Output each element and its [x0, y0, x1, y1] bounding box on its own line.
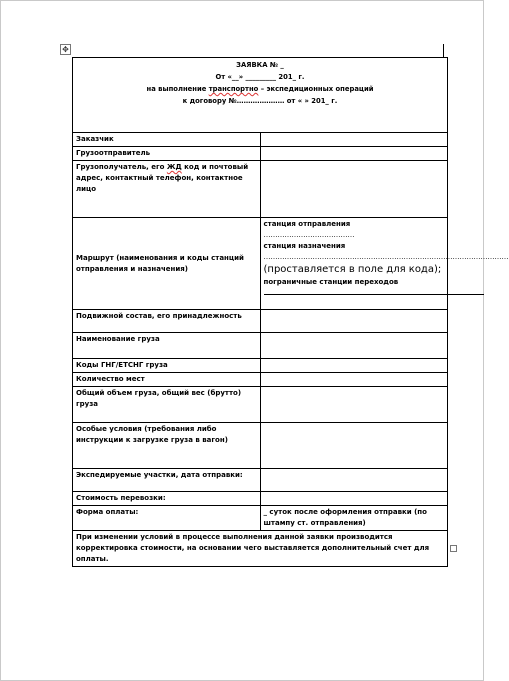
row-value[interactable] — [260, 469, 448, 492]
form-contract-line: к договору №………………… от « » 201_ г. — [182, 97, 338, 105]
row-label: Экспедируемые участки, дата отправки: — [73, 469, 261, 492]
form-purpose-line: на выполнение транспортно – экспедиционных операций — [146, 85, 374, 93]
destination-label: станция назначения — [263, 242, 346, 250]
row-value[interactable] — [260, 147, 448, 161]
row-value[interactable] — [260, 133, 448, 147]
row-value[interactable] — [260, 373, 448, 387]
row-value[interactable] — [260, 333, 448, 359]
row-label: Особые условия (требования либо инструкции к загрузке груза в вагон) — [73, 423, 261, 469]
row-label: Подвижной состав, его принадлежность — [73, 310, 261, 333]
row-label: Коды ГНГ/ЕТСНГ груза — [73, 359, 261, 373]
row-label: Стоимость перевозки: — [73, 492, 261, 506]
row-value[interactable] — [260, 310, 448, 333]
route-value[interactable] — [260, 218, 509, 310]
row-label: Маршрут (наименования и коды станций отправления и назначения) — [73, 218, 261, 310]
border-label: пограничные станции переходов — [263, 278, 399, 286]
form-header — [73, 58, 448, 133]
form-title: ЗАЯВКА № _ — [236, 61, 284, 69]
application-form-table — [72, 57, 509, 567]
row-label: Заказчик — [73, 133, 261, 147]
border-stations-line — [264, 288, 484, 295]
text-cursor — [443, 44, 444, 57]
row-value[interactable] — [260, 161, 448, 218]
payment-form-value[interactable]: _ суток после оформления отправки (по штампу ст. отправления) — [260, 506, 448, 531]
row-label: Грузополучатель, его ЖД код и почтовый адрес, контактный телефон, контактное лицо — [73, 161, 261, 218]
row-label: Общий объем груза, общий вес (брутто) груза — [73, 387, 261, 423]
departure-label: станция отправления — [263, 220, 351, 228]
table-move-handle-icon[interactable]: ✥ — [60, 44, 71, 55]
footer-note: При изменении условий в процессе выполнения данной заявки производится корректировка стоимости, на основании чего выставляется дополнительный счет для оплаты. — [73, 531, 448, 567]
row-label: Количество мест — [73, 373, 261, 387]
destination-dots: …………………………………………………………………………………………… — [263, 253, 509, 261]
row-label: Грузоотправитель — [73, 147, 261, 161]
row-label: Форма оплаты: — [73, 506, 261, 531]
row-value[interactable] — [260, 492, 448, 506]
departure-dots: ………………………………… — [263, 231, 355, 239]
row-value[interactable] — [260, 359, 448, 373]
row-label: Наименование груза — [73, 333, 261, 359]
row-value[interactable] — [260, 423, 448, 469]
form-date-line: От «__» _________ 201_ г. — [215, 73, 305, 81]
row-value[interactable] — [260, 387, 448, 423]
code-note: (проставляется в поле для кода); — [263, 264, 442, 275]
table-resize-handle-icon[interactable] — [450, 545, 457, 552]
